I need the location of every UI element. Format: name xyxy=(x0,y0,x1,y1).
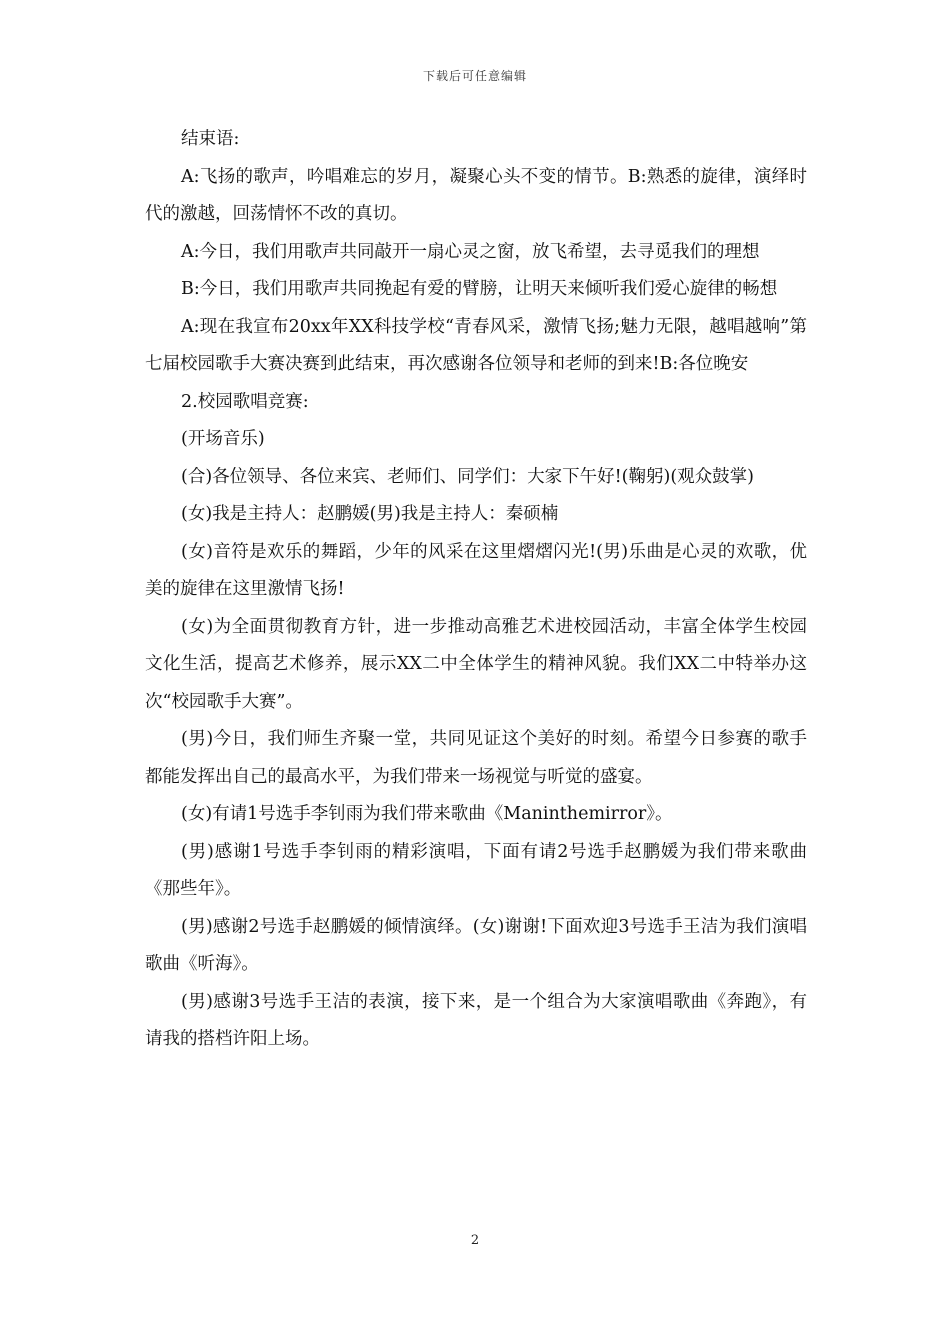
paragraph-closing-title: 结束语: xyxy=(181,129,240,149)
paragraph: (开场音乐) xyxy=(181,429,265,449)
paragraph: (女)我是主持人：赵鹏媛(男)我是主持人：秦硕楠 xyxy=(181,504,559,524)
document-body xyxy=(145,121,807,1059)
paragraph: (男)今日，我们师生齐聚一堂，共同见证这个美好的时刻。希望今日参赛的歌手都能发挥出自己的最高水平，为我们带来一场视觉与听觉的盛宴。 xyxy=(145,729,807,787)
paragraph: A:现在我宣布20xx年XX科技学校“青春风采，激情飞扬;魅力无限，越唱越响”第七届校园歌手大赛决赛到此结束，再次感谢各位领导和老师的到来!B:各位晚安 xyxy=(145,316,807,374)
paragraph: A:今日，我们用歌声共同敲开一扇心灵之窗，放飞希望，去寻觅我们的理想 xyxy=(181,241,760,262)
paragraph: (女)有请1号选手李钊雨为我们带来歌曲《Maninthemirror》。 xyxy=(181,804,673,824)
paragraph: (女)为全面贯彻教育方针，进一步推动高雅艺术进校园活动，丰富全体学生校园文化生活，提高艺术修养，展示XX二中全体学生的精神风貌。我们XX二中特举办这次“校园歌手大赛”。 xyxy=(145,616,807,712)
page-number: 2 xyxy=(470,1233,480,1248)
paragraph: (男)感谢2号选手赵鹏媛的倾情演绎。(女)谢谢!下面欢迎3号选手王洁为我们演唱歌曲《听海》。 xyxy=(145,916,807,974)
paragraph: (合)各位领导、各位来宾、老师们、同学们：大家下午好!(鞠躬)(观众鼓掌) xyxy=(181,466,754,487)
paragraph: (男)感谢1号选手李钊雨的精彩演唱，下面有请2号选手赵鹏媛为我们带来歌曲《那些年》。 xyxy=(145,841,807,899)
paragraph: (男)感谢3号选手王洁的表演，接下来，是一个组合为大家演唱歌曲《奔跑》，有请我的搭档许阳上场。 xyxy=(145,991,807,1049)
paragraph: A:飞扬的歌声，吟唱难忘的岁月，凝聚心头不变的情节。B:熟悉的旋律，演绎时代的激越，回荡情怀不改的真切。 xyxy=(145,166,807,224)
paragraph: B:今日，我们用歌声共同挽起有爱的臂膀，让明天来倾听我们爱心旋律的畅想 xyxy=(181,279,778,299)
page-header: 下载后可任意编辑 xyxy=(422,69,527,83)
section-heading: 2.校园歌唱竞赛: xyxy=(181,391,309,412)
paragraph: (女)音符是欢乐的舞蹈，少年的风采在这里熠熠闪光!(男)乐曲是心灵的欢歌，优美的旋律在这里激情飞扬! xyxy=(145,541,807,599)
